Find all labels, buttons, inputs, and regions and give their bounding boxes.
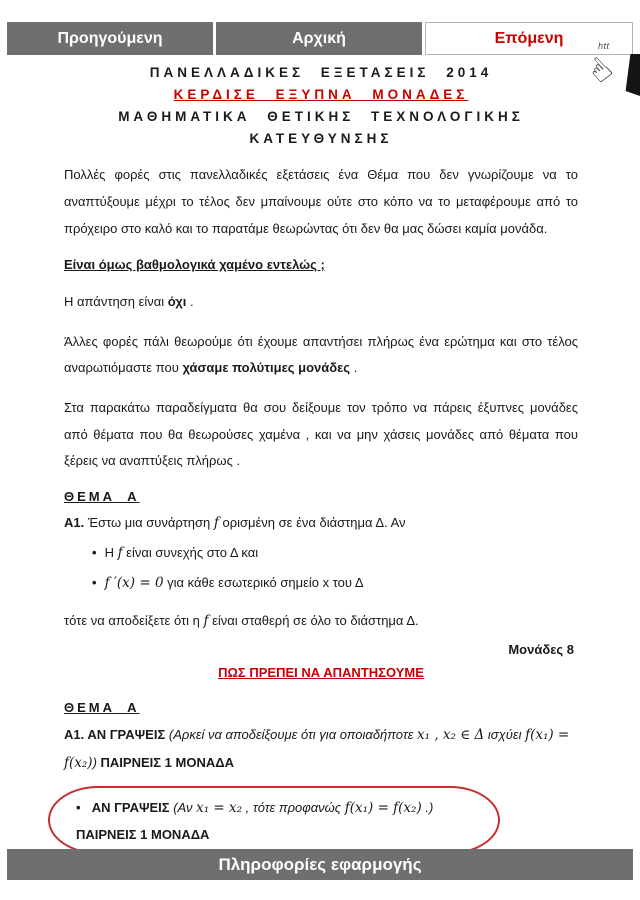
examples-paragraph: Στα παρακάτω παραδείγματα θα σου δείξουμε τον τρόπο να πάρεις έξυπνες μονάδες από θέματα που θα θεωρούσες χαμένα , και να μην χάσεις μονάδες από θέματα που ξέρεις να αναπτύξεις πλήρως . (64, 399, 578, 469)
a1-post: ορισμένη σε ένα διάστημα Δ. Αν (218, 515, 406, 531)
bullet-continuity (64, 540, 578, 568)
answer-bold: όχι (167, 294, 187, 309)
answer-a1-bold: Α1. ΑΝ ΓΡΑΨΕΙΣ (64, 727, 169, 743)
bullet1-pre: Η (104, 545, 118, 561)
bullet-icon: • (76, 800, 81, 816)
answer-pre: Η απάντηση είναι (64, 294, 168, 309)
circled-result: ΠΑΙΡΝΕΙΣ 1 ΜΟΝΑΔΑ (76, 826, 210, 842)
answer-a1-line (64, 722, 578, 777)
corner-shadow-shape (624, 54, 640, 96)
answer-a1-math1: x₁ , x₂ ∈ Δ (417, 727, 485, 744)
circled-bold: ΑΝ ΓΡΑΨΕΙΣ (88, 800, 174, 816)
subject-title-line2: ΚΑΤΕΥΘΥΝΣΗΣ (249, 130, 393, 146)
regret-paragraph (64, 329, 578, 382)
circled-note3: .) (421, 800, 434, 816)
bullet-derivative (64, 570, 578, 598)
document-content (64, 62, 578, 849)
a1-label: Α1. (64, 515, 85, 531)
conclusion-function-symbol: f (203, 612, 209, 629)
regret-bold: χάσαμε πολύτιμες μονάδες (182, 360, 351, 376)
bullet-icon: • (92, 574, 97, 590)
bold-question-line (64, 252, 578, 279)
bold-question-text: Είναι όμως βαθμολογικά χαμένο εντελώς ; (64, 257, 325, 273)
thema-a-answer-heading: ΘΕΜΑ Α (64, 700, 140, 716)
regret-pre: Άλλες φορές πάλι θεωρούμε ότι έχουμε απαντήσει πλήρως ένα ερώτημα και στο τέλος αναρωτιόμαστε που (64, 333, 578, 376)
circled-line1 (76, 795, 504, 821)
question-a1-line (64, 510, 578, 538)
points-label: Μονάδες 8 (508, 642, 574, 658)
top-navigation-bar (7, 22, 633, 55)
hand-pointer-icon: ☝ (579, 49, 620, 91)
conclusion-pre: τότε να αποδείξετε ότι η (64, 612, 204, 628)
bullet1-function-symbol: f (117, 545, 123, 562)
app-info-bar[interactable] (7, 849, 633, 880)
answer-a1-note2: ισχύει (484, 727, 526, 743)
nav-previous-button[interactable]: Προηγούμενη (7, 22, 213, 55)
nav-next-button[interactable]: Επόμενη (425, 22, 633, 55)
conclusion-line (64, 608, 578, 636)
circled-note1: (Αν (173, 800, 197, 816)
subject-title-line1: ΜΑΘΗΜΑΤΙΚΑ ΘΕΤΙΚΗΣ ΤΕΧΝΟΛΟΓΙΚΗΣ (118, 108, 524, 124)
circled-note2: , τότε προφανώς (242, 800, 345, 816)
bullet-icon: • (92, 545, 97, 561)
bullet2-equation: f ′(x) = 0 (104, 574, 164, 591)
intro-paragraph: Πολλές φορές στις πανελλαδικές εξετάσεις ένα Θέμα που δεν γνωρίζουμε να το αναπτύξουμε μέχρι το τέλος δεν μπαίνουμε ούτε στο κόπο να το μεταφέρουμε από το πρόχειρο στο καλό και το παρατάμε θεωρώντας ότι δεν θα μας δώσει καμία μονάδα. (64, 167, 578, 236)
circled-answer-block (64, 789, 504, 849)
app-info-label: Πληροφορίες εφαρμογής (218, 854, 422, 874)
exam-title: ΠΑΝΕΛΛΑΔΙΚΕΣ ΕΞΕΤΑΣΕΙΣ 2014 (149, 65, 493, 80)
answer-line (64, 289, 578, 316)
conclusion-post: είναι σταθερή σε όλο το διάστημα Δ. (208, 612, 419, 628)
answer-a1-note3: ) (92, 754, 97, 770)
cursor-hint-text: htt (598, 41, 610, 51)
nav-home-button[interactable]: Αρχική (216, 22, 422, 55)
circled-math1: x₁ = x₂ (196, 800, 243, 817)
circled-line2 (76, 822, 504, 847)
answer-post: . (186, 294, 194, 309)
circled-math2: f(x₁) = f(x₂) (344, 800, 422, 817)
answer-a1-result: ΠΑΙΡΝΕΙΣ 1 ΜΟΝΑΔΑ (96, 754, 234, 770)
thema-a-heading: ΘΕΜΑ Α (64, 488, 140, 504)
promo-banner-title: ΚΕΡΔΙΣΕ ΕΞΥΠΝΑ ΜΟΝΑΔΕΣ (173, 86, 469, 102)
bullet1-post: είναι συνεχής στο Δ και (122, 545, 259, 561)
bullet2-post: για κάθε εσωτερικό σημείο x του Δ (163, 574, 364, 590)
how-to-answer-heading: ΠΩΣ ΠΡΕΠΕΙ ΝΑ ΑΠΑΝΤΗΣΟΥΜΕ (218, 664, 424, 680)
answer-a1-math2: f(x₁) = f(x₂) (64, 727, 570, 771)
hyperlink-cursor-graphic (579, 41, 640, 100)
answer-a1-note1: (Αρκεί να αποδείξουμε ότι για οποιαδήποτε (168, 727, 418, 743)
regret-post: . (350, 360, 358, 376)
a1-pre: Έστω μια συνάρτηση (84, 515, 214, 531)
a1-function-symbol: f (213, 515, 219, 532)
